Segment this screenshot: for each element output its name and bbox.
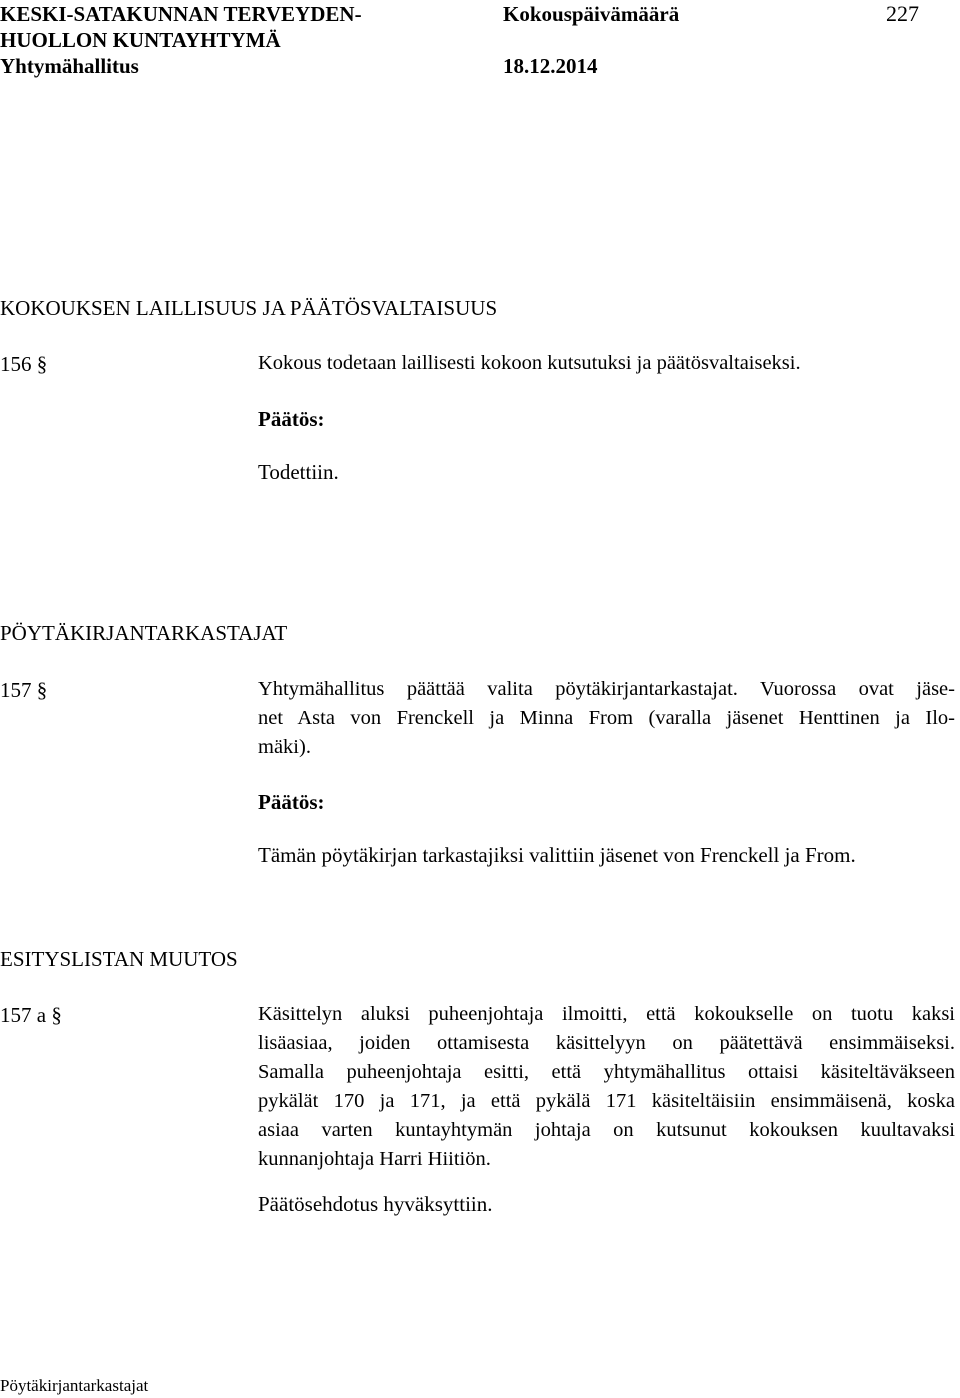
section-157a-text-line: asiaa varten kuntayhtymän johtaja on kutsunut kokouksen kuultavaksi xyxy=(258,1119,955,1141)
meeting-date-label: Kokouspäivämäärä xyxy=(503,2,680,26)
section-157a-text-line: Käsittelyn aluksi puheenjohtaja ilmoitti, että kokoukselle on tuotu kaksi xyxy=(258,1003,955,1025)
section-157a-conclusion: Päätösehdotus hyväksyttiin. xyxy=(258,1192,493,1216)
section-157a-text-line: pykälät 170 ja 171, ja että pykälä 171 käsiteltäisiin ensimmäisenä, koska xyxy=(258,1090,955,1112)
section-number-157: 157 § xyxy=(0,678,48,702)
section-157a-text-line: Samalla puheenjohtaja esitti, että yhtymähallitus ottaisi käsiteltäväkseen xyxy=(258,1061,955,1083)
meeting-date-value: 18.12.2014 xyxy=(503,54,598,78)
governing-body-name: Yhtymähallitus xyxy=(0,54,139,78)
section-number-156: 156 § xyxy=(0,352,48,376)
section-157-text-line: Yhtymähallitus päättää valita pöytäkirjantarkastajat. Vuorossa ovat jäse- xyxy=(258,678,955,700)
section-number-157a: 157 a § xyxy=(0,1003,62,1027)
section-156-decision-text: Todettiin. xyxy=(258,460,339,484)
organization-name-line2: HUOLLON KUNTAYHTYMÄ xyxy=(0,28,281,52)
section-156-text xyxy=(258,349,955,378)
section-title-agenda-change: ESITYSLISTAN MUUTOS xyxy=(0,947,238,971)
section-157-text-line: mäki). xyxy=(258,736,311,758)
section-title-legality: KOKOUKSEN LAILLISUUS JA PÄÄTÖSVALTAISUUS xyxy=(0,296,498,320)
footer-minutes-checkers-label: Pöytäkirjantarkastajat xyxy=(0,1376,149,1395)
section-title-minutes-checkers: PÖYTÄKIRJANTARKASTAJAT xyxy=(0,621,288,645)
organization-name-line1: KESKI-SATAKUNNAN TERVEYDEN- xyxy=(0,2,362,26)
section-157-decision-label: Päätös: xyxy=(258,790,325,814)
section-157a-text-line: kunnanjohtaja Harri Hiitiön. xyxy=(258,1148,491,1170)
section-157-text xyxy=(258,675,955,762)
section-156-text-line: Kokous todetaan laillisesti kokoon kutsutuksi ja päätösvaltaiseksi. xyxy=(258,352,801,374)
section-157-text-line: net Asta von Frenckell ja Minna From (varalla jäsenet Henttinen ja Ilo- xyxy=(258,707,955,729)
section-157a-text xyxy=(258,1000,955,1174)
section-157a-text-line: lisäasiaa, joiden ottamisesta käsittelyyn on päätettävä ensimmäiseksi. xyxy=(258,1032,955,1054)
page-number: 227 xyxy=(886,1,919,26)
section-156-decision-label: Päätös: xyxy=(258,407,325,431)
section-157-decision-text: Tämän pöytäkirjan tarkastajiksi valittiin jäsenet von Frenckell ja From. xyxy=(258,843,856,867)
